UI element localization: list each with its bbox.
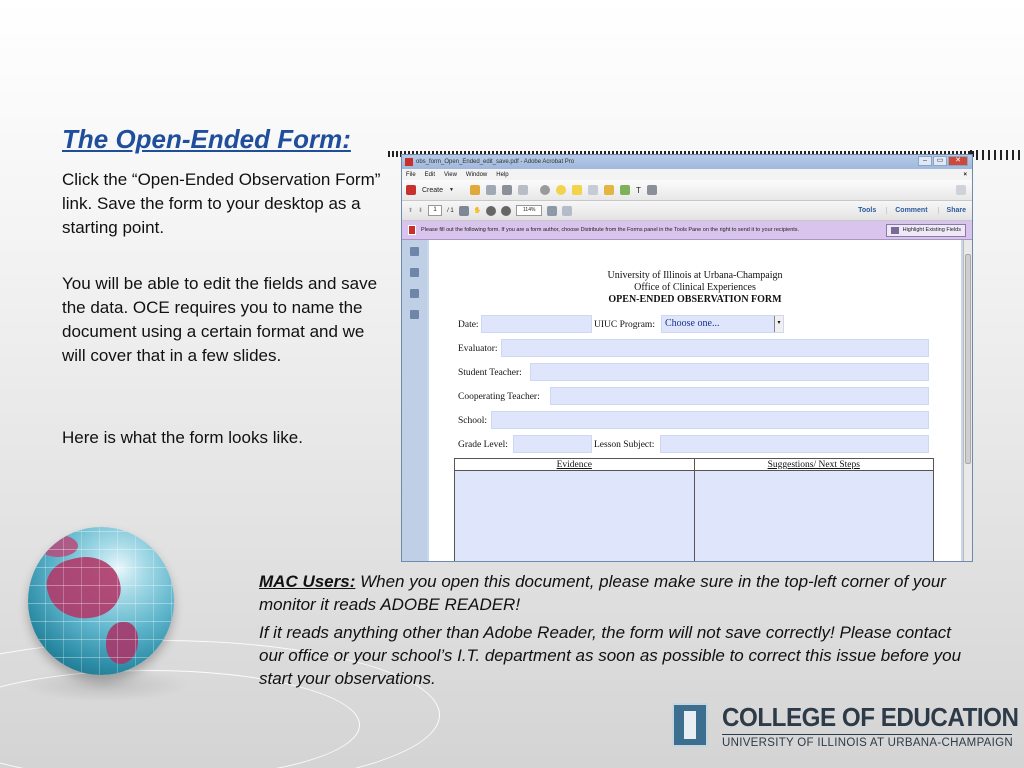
create-pdf-icon — [406, 185, 416, 195]
highlight-icon[interactable] — [572, 185, 582, 195]
minimize-icon[interactable]: – — [918, 156, 932, 166]
form-notice-text: Please fill out the following form. If you are a form author, choose Distribute from the Forms panel in the Tools Pane on the right to send it to your recipients. — [421, 227, 800, 233]
signatures-icon[interactable] — [410, 310, 419, 319]
main-toolbar — [402, 180, 972, 201]
student-teacher-label: Student Teacher: — [458, 368, 522, 378]
office-name: Office of Clinical Experiences — [634, 282, 756, 293]
share-link[interactable]: Share — [938, 207, 966, 214]
maximize-icon[interactable]: ▭ — [933, 156, 947, 166]
fit-page-icon[interactable] — [547, 206, 557, 216]
print-alt-icon[interactable] — [647, 185, 657, 195]
program-dropdown[interactable] — [661, 315, 784, 333]
cooperating-teacher-label: Cooperating Teacher: — [458, 392, 540, 402]
school-label: School: — [458, 416, 488, 426]
window-titlebar — [402, 155, 972, 169]
prev-page-icon[interactable]: ⬆ — [408, 208, 414, 214]
student-teacher-field[interactable] — [530, 363, 929, 381]
close-icon[interactable]: ✕ — [948, 156, 968, 166]
zoom-level-input[interactable]: 114% — [516, 205, 542, 216]
next-page-icon[interactable]: ⬇ — [418, 208, 424, 214]
highlight-fields-button[interactable]: Highlight Existing Fields — [886, 224, 966, 237]
attachments-icon[interactable] — [410, 289, 419, 298]
tools-link[interactable]: Tools — [858, 207, 877, 214]
form-notice-bar — [402, 221, 972, 240]
acrobat-window-screenshot — [401, 154, 973, 562]
text-tool-icon[interactable]: T — [635, 185, 641, 195]
evidence-table — [454, 458, 934, 562]
edit-paragraph: You will be able to edit the fields and save the data. OCE requires you to name the document using a certain format and we will cover that in a few slides. — [62, 274, 378, 365]
grade-level-field[interactable] — [513, 435, 592, 453]
cooperating-teacher-field[interactable] — [550, 387, 929, 405]
menu-view[interactable]: View — [444, 171, 457, 178]
pages-icon[interactable] — [410, 247, 419, 256]
lesson-subject-label: Lesson Subject: — [594, 440, 655, 450]
evaluator-field[interactable] — [501, 339, 929, 357]
form-intro-paragraph: Here is what the form looks like. — [62, 428, 303, 447]
select-tool-icon[interactable] — [459, 206, 469, 216]
menu-edit[interactable]: Edit — [424, 171, 436, 178]
zoom-out-icon[interactable] — [486, 206, 496, 216]
form-title: OPEN-ENDED OBSERVATION FORM — [608, 294, 782, 305]
scrollbar-thumb[interactable] — [965, 254, 971, 464]
create-button[interactable]: Create — [422, 186, 444, 194]
page-number-input[interactable]: 1 — [428, 205, 442, 216]
settings-icon[interactable] — [540, 185, 550, 195]
zoom-in-icon[interactable] — [501, 206, 511, 216]
mac-users-note — [259, 570, 974, 690]
vertical-scrollbar[interactable] — [963, 240, 972, 561]
menu-help[interactable]: Help — [496, 171, 509, 178]
fit-width-icon[interactable] — [562, 206, 572, 216]
mac-users-line1: When you open this document, please make sure in the top-left corner of your monitor it reads ADOBE READER! — [259, 572, 946, 614]
document-icon[interactable] — [588, 185, 598, 195]
comment-link[interactable]: Comment — [886, 207, 927, 214]
save-icon[interactable] — [486, 185, 496, 195]
comment-icon[interactable] — [556, 185, 566, 195]
evidence-header: Evidence — [455, 459, 694, 471]
date-label: Date: — [458, 320, 479, 330]
email-icon[interactable] — [518, 185, 528, 195]
illinois-block-i-icon — [672, 703, 708, 747]
form-icon — [408, 225, 416, 235]
slide-title: The Open-Ended Form: — [62, 124, 351, 154]
program-value: Choose one... — [665, 318, 720, 329]
bookmarks-icon[interactable] — [410, 268, 419, 277]
university-name: UNIVERSITY OF ILLINOIS AT URBANA-CHAMPAIGN — [722, 737, 1013, 749]
college-of-education-logo — [672, 702, 1019, 751]
suggestions-field[interactable] — [695, 471, 934, 562]
page-total: / 1 — [447, 207, 454, 214]
evaluator-label: Evaluator: — [458, 344, 498, 354]
menu-bar — [402, 169, 972, 180]
lesson-subject-field[interactable] — [660, 435, 929, 453]
pdf-icon — [405, 158, 413, 166]
sign-icon[interactable] — [620, 185, 630, 195]
program-label: UIUC Program: — [594, 320, 655, 330]
college-name: COLLEGE OF EDUCATION — [722, 702, 1019, 732]
navigation-pane — [402, 240, 427, 561]
evidence-field[interactable] — [455, 471, 694, 562]
navigation-toolbar — [402, 201, 972, 221]
window-title: obs_form_Open_Ended_edit_save.pdf - Adobe Acrobat Pro — [416, 159, 575, 165]
form-header — [429, 270, 961, 306]
menu-file[interactable]: File — [406, 171, 416, 178]
chevron-down-icon[interactable]: ▾ — [774, 316, 783, 332]
close-document-icon[interactable]: × — [963, 171, 967, 178]
menu-window[interactable]: Window — [465, 171, 488, 178]
bar-divider — [970, 150, 1024, 160]
export-icon[interactable] — [604, 185, 614, 195]
open-folder-icon[interactable] — [470, 185, 480, 195]
expand-icon[interactable] — [956, 185, 966, 195]
school-field[interactable] — [491, 411, 929, 429]
mac-users-line2: If it reads anything other than Adobe Reader, the form will not save correctly! Please contact our office or your school’s I.T. department as soon as possible to correct this issue before you start your observations. — [259, 623, 962, 688]
suggestions-header: Suggestions/ Next Steps — [695, 459, 934, 471]
date-field[interactable] — [481, 315, 592, 333]
org-name: University of Illinois at Urbana-Champaign — [607, 270, 783, 281]
pdf-page — [429, 240, 961, 561]
hand-tool-icon[interactable]: ✋ — [473, 208, 482, 214]
chevron-down-icon: ▼ — [449, 187, 454, 193]
globe-image — [28, 527, 174, 675]
print-icon[interactable] — [502, 185, 512, 195]
mac-users-lead: MAC Users: — [259, 572, 356, 591]
grade-level-label: Grade Level: — [458, 440, 508, 450]
instruction-paragraph: Click the “Open-Ended Observation Form” link. Save the form to your desktop as a starting point. — [62, 170, 381, 237]
